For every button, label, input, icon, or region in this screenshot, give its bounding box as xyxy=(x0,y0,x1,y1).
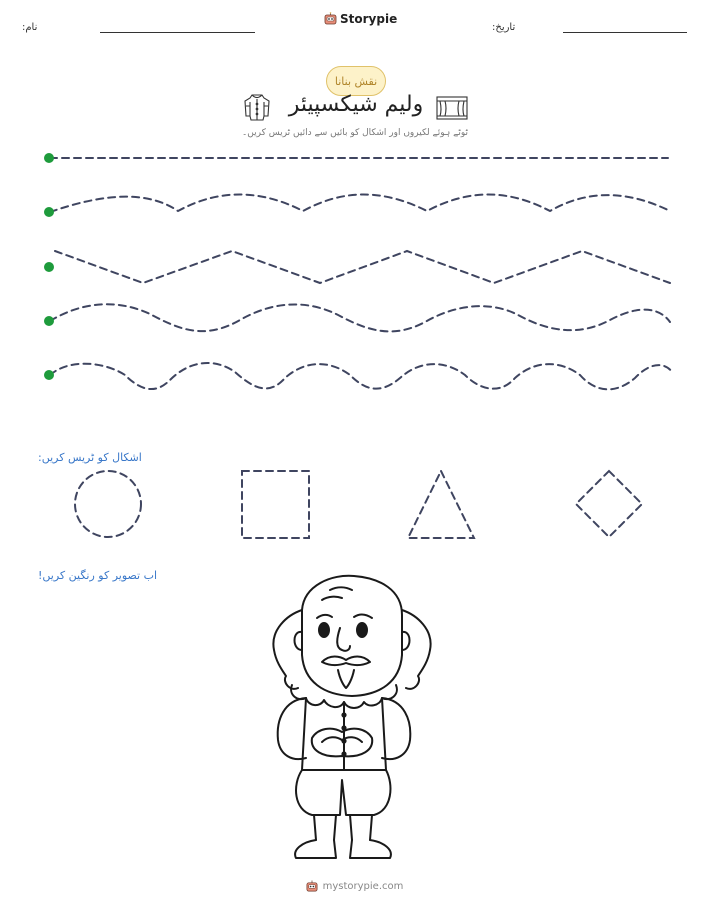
start-dot-4 xyxy=(44,316,54,326)
start-dot-3 xyxy=(44,262,54,272)
start-dot-1 xyxy=(44,153,54,163)
page-title: ولیم شیکسپیئر xyxy=(288,92,424,117)
tracing-line-zigzag xyxy=(55,251,670,283)
tracing-line-wave-3 xyxy=(50,363,672,389)
name-label: نام: xyxy=(22,22,38,33)
footer-url[interactable]: mystorypie.com xyxy=(322,881,404,892)
date-label: تاریخ: xyxy=(492,22,516,33)
brand-name: Storypie xyxy=(340,12,398,26)
trace-diamond xyxy=(576,471,642,537)
shakespeare-illustration[interactable] xyxy=(262,570,442,865)
tracing-lines xyxy=(0,0,709,420)
activity-badge: نقش بنانا xyxy=(326,66,386,96)
robot-logo-icon xyxy=(306,880,318,893)
color-label: اب تصویر کو رنگین کریں! xyxy=(38,569,158,582)
tracing-line-wave-2 xyxy=(50,304,670,331)
trace-circle xyxy=(75,471,141,537)
start-dot-2 xyxy=(44,207,54,217)
trace-square xyxy=(242,471,309,538)
trace-triangle xyxy=(408,471,474,538)
instructions: ٹوٹے ہوئے لکیروں اور اشکال کو بائیں سے دائیں ٹریس کریں۔ xyxy=(241,128,469,138)
tracing-line-wave-1 xyxy=(50,194,668,212)
start-dot-5 xyxy=(44,370,54,380)
tracing-shapes xyxy=(0,460,709,550)
shapes-label: اشکال کو ٹریس کریں: xyxy=(38,451,142,464)
footer xyxy=(0,880,709,893)
